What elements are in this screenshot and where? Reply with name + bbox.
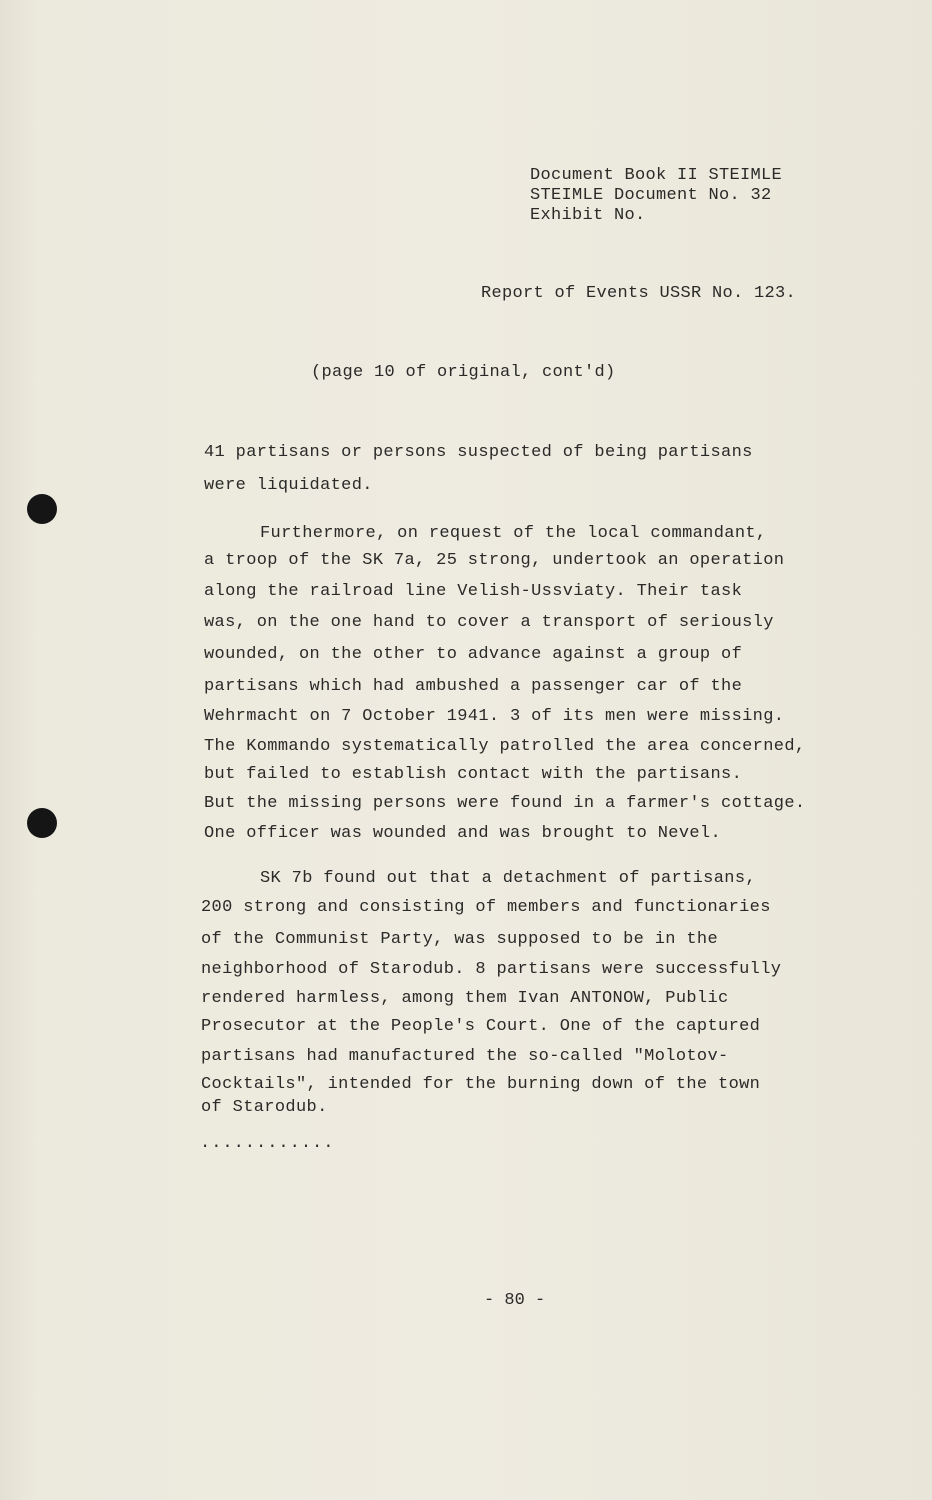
body-line: But the missing persons were found in a farmer's cottage. <box>204 794 806 813</box>
body-line: of Starodub. <box>201 1098 328 1117</box>
body-line: rendered harmless, among them Ivan ANTONOW, Public <box>201 989 729 1008</box>
body-line: neighborhood of Starodub. 8 partisans were successfully <box>201 960 782 979</box>
body-line: Wehrmacht on 7 October 1941. 3 of its men were missing. <box>204 707 785 726</box>
ellipsis-divider: ............ <box>200 1134 335 1153</box>
body-line: along the railroad line Velish-Ussviaty. Their task <box>204 582 743 601</box>
punch-hole <box>27 808 57 838</box>
body-line: were liquidated. <box>204 476 373 495</box>
body-line: partisans which had ambushed a passenger car of the <box>204 677 743 696</box>
body-line: of the Communist Party, was supposed to be in the <box>201 930 719 949</box>
header-line-exhibit: Exhibit No. <box>530 206 646 225</box>
report-title: Report of Events USSR No. 123. <box>481 284 797 303</box>
body-line: 200 strong and consisting of members and functionaries <box>201 898 771 917</box>
body-line: partisans had manufactured the so-called "Molotov- <box>201 1047 729 1066</box>
body-line: a troop of the SK 7a, 25 strong, undertook an operation <box>204 551 785 570</box>
body-line: but failed to establish contact with the partisans. <box>204 765 743 784</box>
header-line-document-number: STEIMLE Document No. 32 <box>530 186 772 205</box>
punch-hole <box>27 494 57 524</box>
body-line: SK 7b found out that a detachment of partisans, <box>260 869 756 888</box>
body-line: was, on the one hand to cover a transport of seriously <box>204 613 774 632</box>
body-line: The Kommando systematically patrolled the area concerned, <box>204 737 806 756</box>
body-line: wounded, on the other to advance against a group of <box>204 645 743 664</box>
header-line-book: Document Book II STEIMLE <box>530 166 783 185</box>
body-line: 41 partisans or persons suspected of being partisans <box>204 443 753 462</box>
body-line: One officer was wounded and was brought to Nevel. <box>204 824 722 843</box>
document-header <box>530 166 782 226</box>
body-line: Cocktails", intended for the burning down of the town <box>201 1075 761 1094</box>
body-line: Prosecutor at the People's Court. One of the captured <box>201 1017 761 1036</box>
page-number: - 80 - <box>484 1291 546 1310</box>
body-line: Furthermore, on request of the local commandant, <box>260 524 767 543</box>
page-note: (page 10 of original, cont'd) <box>311 363 616 382</box>
